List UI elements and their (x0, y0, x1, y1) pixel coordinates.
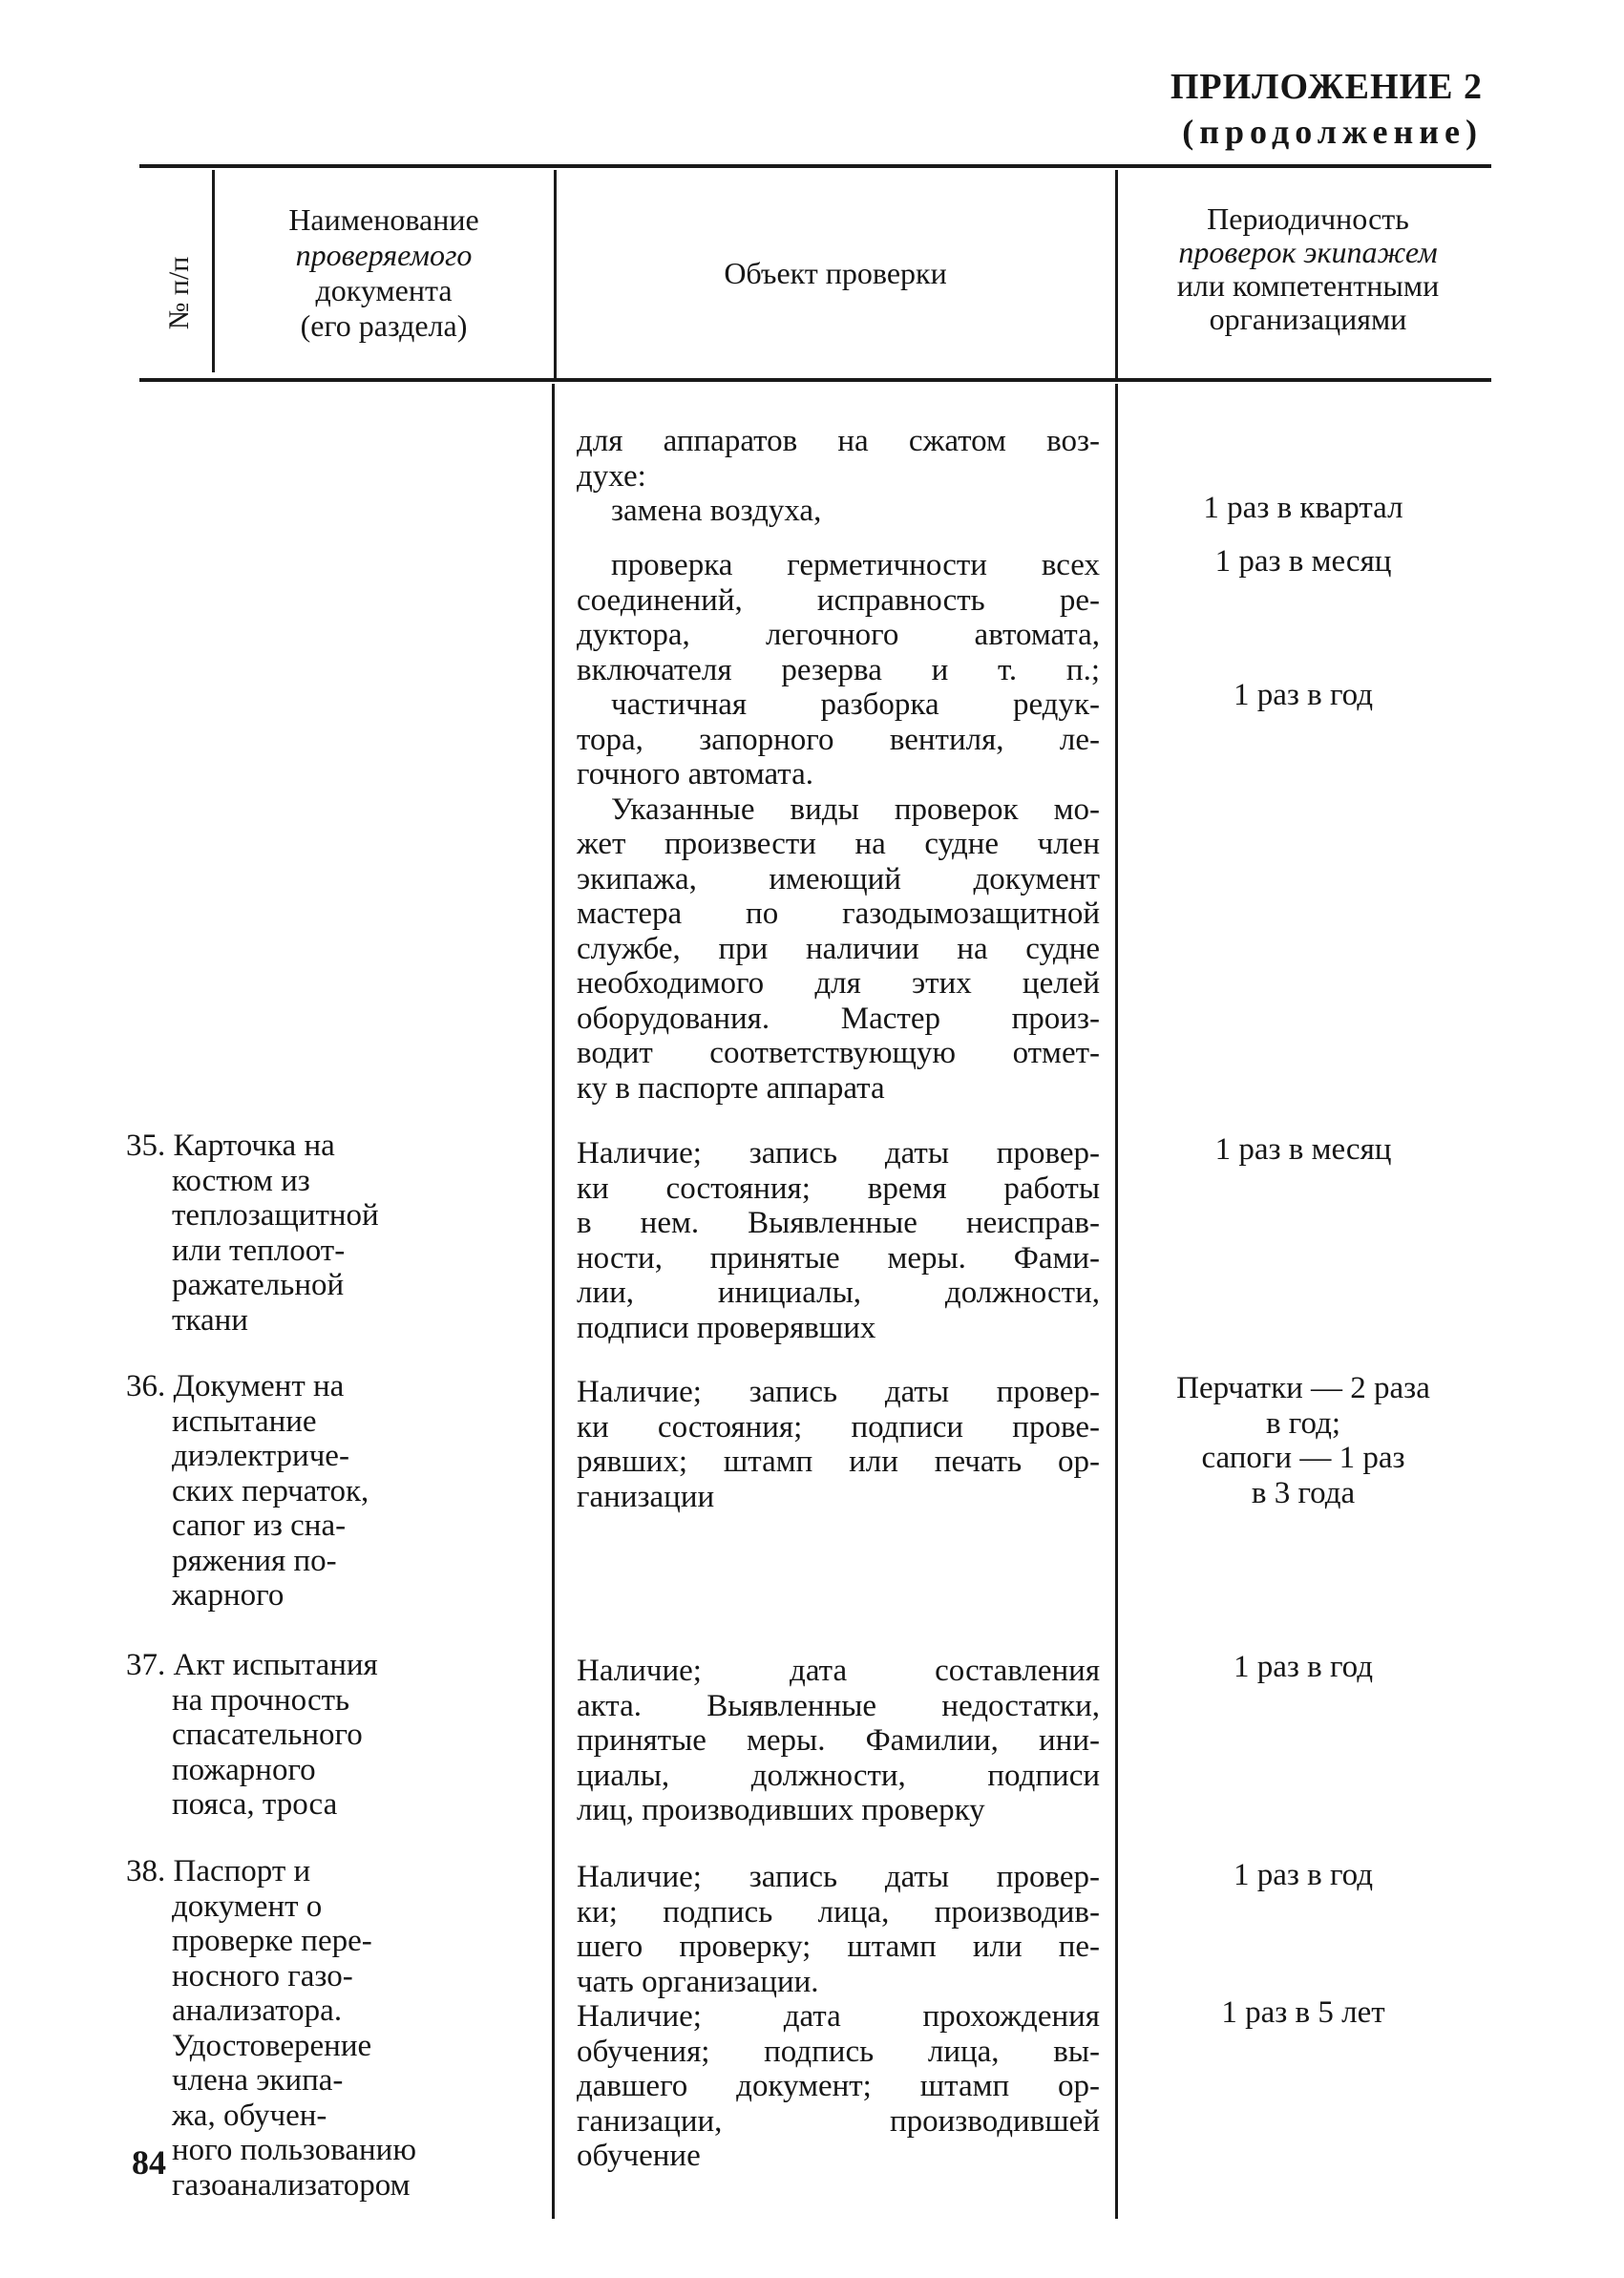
column-divider-3 (1115, 170, 1118, 378)
column-divider-2-body (552, 384, 555, 2219)
object-cont-air-replacement: замена воздуха, (611, 494, 822, 528)
period-cont-monthly: 1 раз в месяц (1214, 544, 1392, 579)
row-38-number: 38. (126, 1854, 166, 1888)
column-header-periodicity: Периодичность проверок экипажем или компетентными организациями (1176, 201, 1440, 336)
period-cont-quarterly: 1 раз в квартал (1203, 491, 1403, 525)
row-35-document: 35. Карточка на костюм из теплозащитной или теплоот- ражательной ткани (126, 1128, 379, 1338)
row-36-document: 36. Документ на испытание диэлектриче- ских перчаток, сапог из сна- ряжения по- жарного (126, 1369, 369, 1613)
object-cont-tightness: проверка герметичности всех соединений, исправность ре- дуктора, легочного автомата, включателя резерва и т. п.; частичная разборка редук- тора, запорного вентиля, ле- гочного автомата. Указанные виды проверок мо- жет произвести на судне член экипажа, имеющий документ мастера по газодымозащитной службе, при наличии на судне необходимого для этих целей оборудования. Мастер произ- водит соответствующую отмет- ку в паспорте аппарата (577, 548, 1100, 1106)
row-36-period: Перчатки — 2 раза в год; сапоги — 1 раз в 3 года (1176, 1371, 1430, 1510)
row-37-number: 37. (126, 1648, 166, 1682)
row-36-number: 36. (126, 1369, 166, 1403)
column-header-number: № п/п (163, 256, 195, 330)
row-38-object-training: Наличие; дата прохождения (577, 1999, 1100, 2034)
row-35-object: Наличие; запись даты провер- ки состояния; время работы в нем. Выявленные неисправ- ности, принятые меры. Фами- лии, инициалы, должности, подписи проверявших (577, 1136, 1100, 1345)
row-37-period: 1 раз в год (1233, 1650, 1374, 1684)
row-36-object: Наличие; запись даты провер- ки состояния; подписи прове- рявших; штамп или печать ор- ганизации (577, 1375, 1100, 1514)
row-38-period-training: 1 раз в 5 лет (1221, 1995, 1385, 2030)
continued-label: (продолжение) (1182, 113, 1483, 151)
row-38-period: 1 раз в год (1233, 1858, 1374, 1892)
column-divider-1 (212, 170, 215, 372)
column-divider-2 (554, 170, 557, 378)
row-37-document: 37. Акт испытания на прочность спасательного пожарного пояса, троса (126, 1648, 378, 1822)
table-top-rule (139, 164, 1491, 168)
column-header-document: Наименование проверяемого документа (его раздела) (288, 202, 479, 343)
appendix-title: ПРИЛОЖЕНИЕ 2 (1170, 67, 1483, 107)
page-number: 84 (132, 2143, 166, 2182)
period-cont-yearly: 1 раз в год (1233, 678, 1374, 712)
row-38-object: Наличие; запись даты провер- ки; подпись лица, производив- шего проверку; штамп или пе- чать организации. Наличие; дата прохождения обучения; подпись лица, вы- давшего документ; штамп ор- ганизации, производившей обучение (577, 1860, 1100, 2173)
column-divider-3-body (1115, 384, 1118, 2219)
table-header-rule (139, 378, 1491, 382)
row-38-document: 38. Паспорт и документ о проверке пере- носного газо- анализатора. Удостоверение члена экипа- жа, обучен- ного пользованию газоанализатором (126, 1854, 416, 2203)
object-cont-intro: для аппаратов на сжатом воз- духе: замена воздуха, (577, 424, 1100, 528)
row-35-period: 1 раз в месяц (1214, 1132, 1392, 1167)
column-header-object: Объект проверки (724, 256, 947, 290)
row-37-object: Наличие; дата составления акта. Выявленные недостатки, принятые меры. Фамилии, ини- циалы, должности, подписи лиц, производивших проверку (577, 1654, 1100, 1827)
row-35-number: 35. (126, 1128, 166, 1163)
